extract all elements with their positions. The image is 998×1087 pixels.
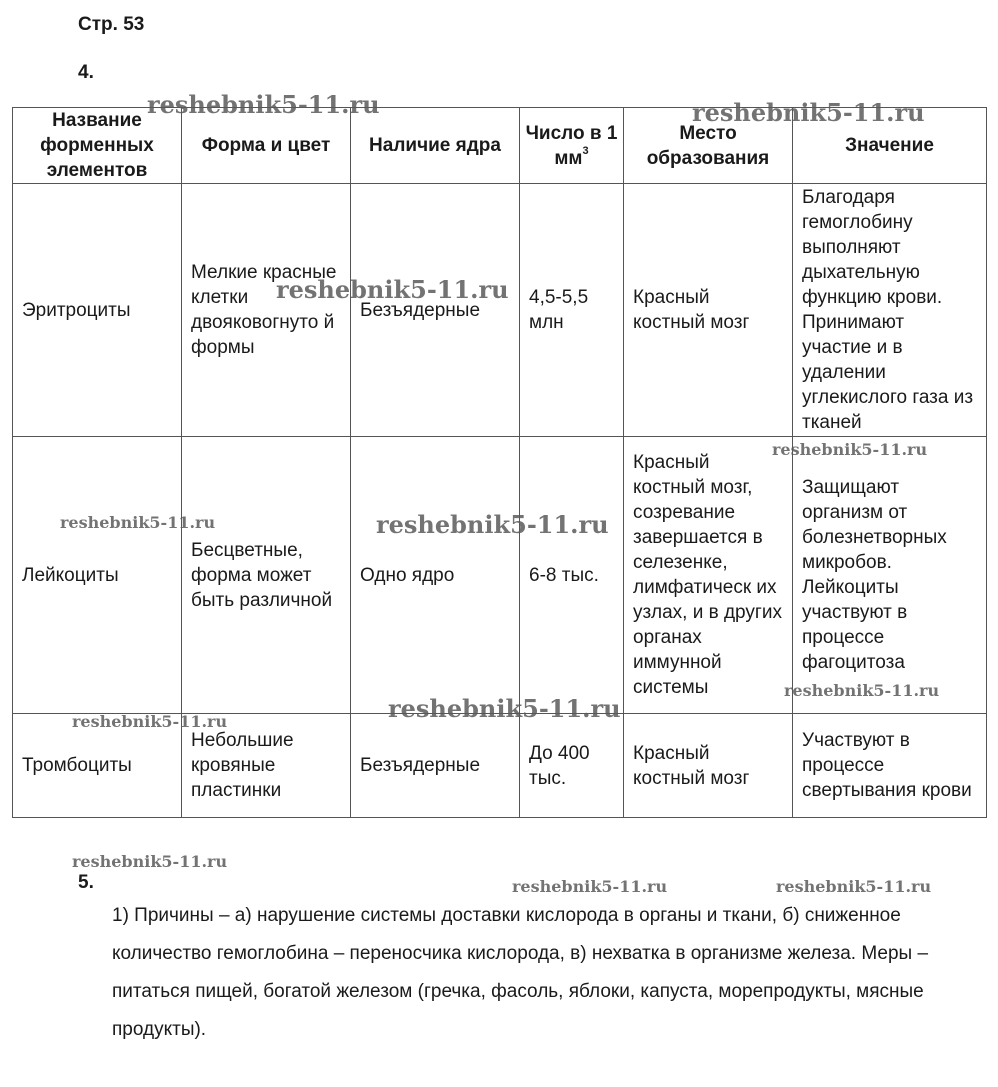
watermark: reshebnik5-11.ru (276, 275, 509, 304)
header-nucleus: Наличие ядра (351, 108, 520, 184)
cell-meaning: Участвуют в процессе свертывания крови (793, 714, 987, 818)
cell-origin: Красный костный мозг (624, 714, 793, 818)
cell-name: Лейкоциты (13, 437, 182, 714)
header-count (520, 108, 624, 184)
header-origin: Место образования (624, 108, 793, 184)
table-row (13, 437, 987, 714)
table-header-row (13, 108, 987, 184)
watermark: reshebnik5-11.ru (776, 877, 932, 896)
cell-count: 6-8 тыс. (520, 437, 624, 714)
cell-meaning: Защищают организм от болезнетворных микробов. Лейкоциты участвуют в процессе фагоцитоза (793, 437, 987, 714)
cell-shape: Мелкие красные клетки двояковогнуто й формы (182, 184, 351, 437)
header-count-label: Число в 1 мм (525, 122, 618, 169)
watermark: reshebnik5-11.ru (376, 510, 609, 539)
cell-name: Тромбоциты (13, 714, 182, 818)
cell-origin: Красный костный мозг, созревание завершается в селезенке, лимфатическ их узлах, и в других органах иммунной системы (624, 437, 793, 714)
page-title: Стр. 53 (78, 14, 145, 35)
header-shape: Форма и цвет (182, 108, 351, 184)
watermark: reshebnik5-11.ru (512, 877, 668, 896)
section-5-answer: 1) Причины – а) нарушение системы доставки кислорода в органы и ткани, б) сниженное количество гемоглобина – переносчика кислорода, в) нехватка в организме железа. Меры – питаться пищей, богатой железом (гречка, фасоль, яблоки, капуста, морепродукты, мясные продукты). (112, 905, 929, 1040)
header-name: Название форменных элементов (13, 108, 182, 184)
watermark: reshebnik5-11.ru (692, 98, 925, 127)
watermark: reshebnik5-11.ru (388, 694, 621, 723)
cell-nucleus: Одно ядро (351, 437, 520, 714)
section-5-number: 5. (78, 872, 94, 893)
header-meaning: Значение (793, 108, 987, 184)
section-4-number: 4. (78, 62, 94, 83)
watermark: reshebnik5-11.ru (72, 852, 228, 871)
cell-nucleus: Безъядерные (351, 184, 520, 437)
cell-nucleus: Безъядерные (351, 714, 520, 818)
cell-name: Эритроциты (13, 184, 182, 437)
cell-count: 4,5-5,5 млн (520, 184, 624, 437)
table-row (13, 184, 987, 437)
watermark: reshebnik5-11.ru (147, 90, 380, 119)
blood-cells-table (12, 107, 987, 818)
watermark: reshebnik5-11.ru (60, 513, 216, 532)
cell-shape: Бесцветные, форма может быть различной (182, 437, 351, 714)
watermark: reshebnik5-11.ru (784, 681, 940, 700)
watermark: reshebnik5-11.ru (772, 440, 928, 459)
watermark: reshebnik5-11.ru (72, 712, 228, 731)
cell-meaning: Благодаря гемоглобину выполняют дыхательную функцию крови. Принимают участие и в удалении углекислого газа из тканей (793, 184, 987, 437)
cell-shape: Небольшие кровяные пластинки (182, 714, 351, 818)
cell-origin: Красный костный мозг (624, 184, 793, 437)
header-count-sup: 3 (582, 145, 589, 158)
table-row (13, 714, 987, 818)
cell-count: До 400 тыс. (520, 714, 624, 818)
